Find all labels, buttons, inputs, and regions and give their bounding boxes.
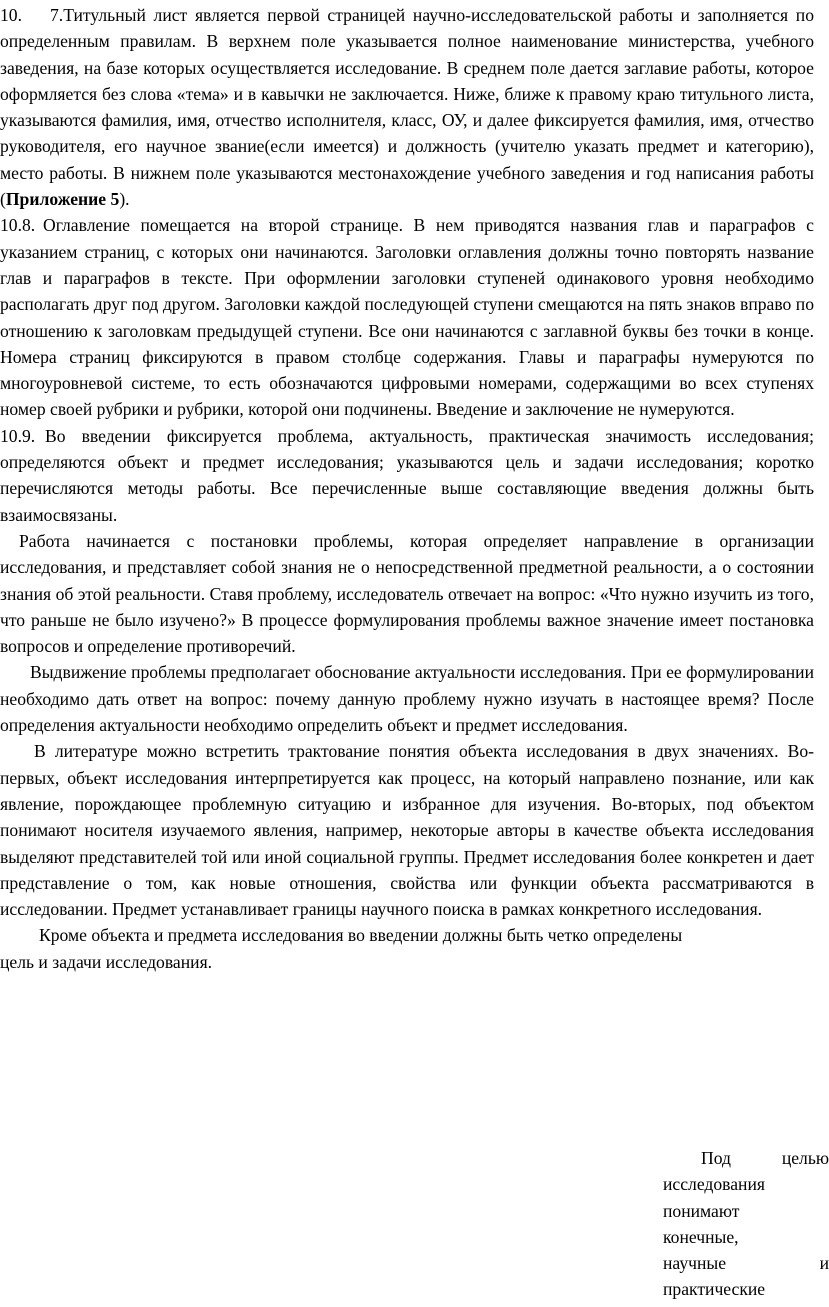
section-number: 10. [0, 5, 22, 25]
section-number: 10.8. [0, 215, 36, 236]
appendix-reference: Приложение 5 [5, 189, 120, 210]
paragraph-text: Во введении фиксируется проблема, актуальность, практическая значимость исследования; определяются объект и предмет исследования; указываются цель и задачи исследования; коротко перечисляются методы работы. Все перечисленные выше составляющие введения должны быть взаимосвязаны. [0, 425, 814, 525]
paragraph-object: В литературе можно встретить трактование понятия объекта исследования в двух значениях. Во-первых, объект исследования интерпретируется как процесс, на который направлено познание, или как явление, порождающее проблемную ситуацию и избранное для изучения. Во-вторых, под объектом понимают носителя изучаемого явления, например, некоторые авторы в качестве объекта исследования выделяют представителей той или иной социальной группы. Предмет исследования более конкретен и дает представление о том, как новые отношения, свойства или функции объекта рассматриваются в исследовании. Предмет устанавливает границы научного поиска в рамках конкретного исследования. [0, 741, 814, 920]
side-line: практические [663, 1279, 766, 1300]
paragraph-10-8 [0, 212, 814, 422]
paragraph-10-7 [0, 2, 814, 212]
paragraph-10-9 [0, 423, 814, 528]
side-line: исследования [663, 1174, 765, 1195]
side-line: конечные, [663, 1226, 739, 1247]
side-line: Под целью [701, 1148, 829, 1168]
side-line: научные и [663, 1253, 829, 1274]
side-column-text [663, 1145, 829, 1303]
paragraph-text: Оглавление помещается на второй странице. В нем приводятся названия глав и параграфов с указанием страниц, с которых они начинаются. Заголовки оглавления должны точно повторять название глав и параграфов в тексте. При оформлении заголовки ступеней одинакового уровня необходимо располагать друг под другом. Заголовки каждой последующей ступени смещаются на пять знаков вправо по отношению к заголовкам предыдущей ступени. Все они начинаются с заглавной буквы без точки в конце. Номера страниц фиксируются в правом столбце содержания. Главы и параграфы нумеруются по многоуровневой системе, то есть обозначаются цифровыми номерами, содержащими во всех ступенях номер своей рубрики и рубрики, которой они подчинены. Введение и заключение не нумеруются. [0, 215, 814, 420]
paragraph-text: 7.Титульный лист является первой страницей научно-исследовательской работы и заполняется по определенным правилам. В верхнем поле указывается полное наименование министерства, учебного заведения, на базе которых осуществляется исследование. В среднем поле дается заглавие работы, которое оформляется без слова «тема» и в кавычки не заключается. Ниже, ближе к правому краю титульного листа, указываются фамилия, имя, отчество исполнителя, класс, ОУ, и далее фиксируется фамилия, имя, отчество руководителя, его научное звание(если имеется) и должность (учителю указать предмет и категорию), место работы. В нижнем поле указываются местонахождение учебного заведения и год написания работы ( [0, 5, 814, 210]
paragraph-text-end: ). [119, 189, 130, 210]
document-page [0, 2, 814, 975]
side-line: понимают [663, 1200, 740, 1221]
paragraph-relevance: Выдвижение проблемы предполагает обоснование актуальности исследования. При ее формулировании необходимо дать ответ на вопрос: почему данную проблему нужно изучать в настоящее время? После определения актуальности необходимо определить объект и предмет исследования. [0, 662, 814, 736]
paragraph-goals: Кроме объекта и предмета исследования во введении должны быть четко определены цель и задачи исследования. [0, 925, 683, 972]
section-number: 10.9. [0, 425, 36, 446]
paragraph-problem: Работа начинается с постановки проблемы, которая определяет направление в организации исследования, и представляет собой знания не о непосредственной предметной реальности, а о состоянии знания об этой реальности. Ставя проблему, исследователь отвечает на вопрос: «Что нужно изучить из того, что раньше не было изучено?» В процессе формулирования проблемы важное значение имеет постановка вопросов и определение противоречий. [0, 530, 814, 657]
